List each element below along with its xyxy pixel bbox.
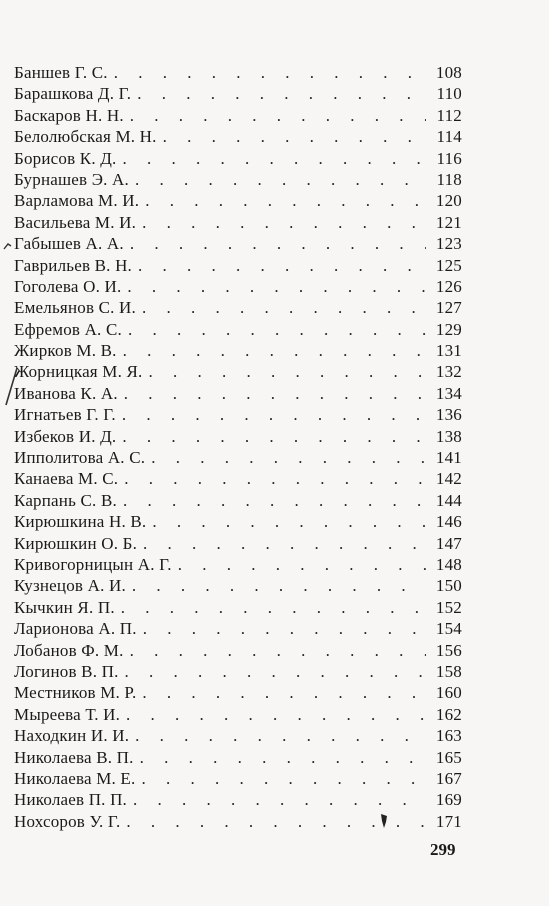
dot-leader (143, 533, 426, 554)
index-entry (14, 426, 462, 447)
dot-leader (137, 83, 426, 104)
dot-leader (122, 426, 426, 447)
entry-page-number: 156 (435, 640, 462, 660)
entry-name: Барашкова Д. Г. (14, 84, 132, 104)
entry-page-number: 108 (435, 63, 462, 82)
dot-leader (143, 618, 426, 639)
index-entry (14, 297, 462, 318)
dot-leader (135, 169, 426, 190)
dot-leader (122, 404, 426, 425)
index-entry (14, 789, 462, 810)
index-entry (14, 62, 462, 83)
dot-leader (152, 511, 426, 532)
dot-leader (133, 789, 426, 810)
index-entry (14, 768, 462, 789)
index-entry (14, 255, 462, 276)
entry-page-number: 171 (435, 811, 462, 831)
entry-name: Кирюшкина Н. В. (14, 512, 147, 532)
dot-leader (145, 190, 426, 211)
entry-name: Белолюбская М. Н. (14, 127, 157, 147)
index-entry (14, 597, 462, 618)
entry-name: Бурнашев Э. А. (14, 169, 129, 189)
entry-page-number: 163 (435, 726, 462, 746)
entry-name: Кирюшкин О. Б. (14, 533, 138, 553)
entry-page-number: 141 (435, 448, 462, 468)
index-entry (14, 148, 462, 169)
dot-leader (142, 297, 426, 318)
entry-name: Мыреева Т. И. (14, 704, 121, 724)
index-entry (14, 404, 462, 425)
dot-leader (122, 148, 426, 169)
dot-leader (121, 597, 426, 618)
ink-blot-mark (378, 812, 390, 830)
entry-name: Гаврильев В. Н. (14, 255, 132, 275)
pencil-tick-mark (2, 240, 14, 254)
dot-leader (125, 661, 426, 682)
entry-page-number: 160 (435, 683, 462, 703)
entry-name: Ефремов А. С. (14, 319, 122, 339)
entry-name: Карпань С. В. (14, 490, 117, 510)
entry-page-number: 121 (435, 212, 462, 232)
index-entry (14, 340, 462, 361)
entry-name: Ларионова А. П. (14, 619, 137, 639)
entry-name: Габышев А. А. (14, 234, 124, 254)
index-entry (14, 533, 462, 554)
entry-page-number: 144 (435, 490, 462, 510)
dot-leader (138, 255, 426, 276)
entry-page-number: 129 (435, 319, 462, 339)
entry-page-number: 136 (435, 405, 462, 425)
entry-name: Находкин И. И. (14, 726, 130, 746)
entry-name: Николаев П. П. (14, 790, 128, 810)
dot-leader (124, 468, 426, 489)
index-entry (14, 618, 462, 639)
entry-name: Лобанов Ф. М. (14, 640, 124, 660)
entry-page-number: 114 (436, 127, 462, 147)
entry-page-number: 150 (435, 576, 462, 596)
dot-leader (140, 747, 426, 768)
dot-leader (151, 447, 426, 468)
dot-leader (128, 319, 426, 340)
entry-name: Нохсоров У. Г. (14, 811, 121, 831)
dot-leader (142, 682, 426, 703)
index-entry (14, 105, 462, 126)
entry-page-number: 148 (435, 554, 462, 574)
entry-name: Ипполитова А. С. (14, 448, 146, 468)
index-entry (14, 811, 462, 832)
index-entry (14, 704, 462, 725)
index-entry (14, 747, 462, 768)
dot-leader (123, 490, 426, 511)
dot-leader (130, 105, 426, 126)
entry-name: Васильева М. И. (14, 212, 137, 232)
entry-page-number: 169 (435, 790, 462, 810)
entry-name: Канаева М. С. (14, 469, 119, 489)
index-entry (14, 212, 462, 233)
dot-leader (126, 704, 426, 725)
index-entry (14, 725, 462, 746)
entry-name: Иванова К. А. (14, 383, 118, 403)
dot-leader (130, 233, 426, 254)
dot-leader (178, 554, 426, 575)
entry-page-number: 167 (435, 768, 462, 788)
dot-leader (142, 212, 426, 233)
index-entry (14, 319, 462, 340)
entry-page-number: 165 (435, 747, 462, 767)
index-entry (14, 126, 462, 147)
entry-name: Игнатьев Г. Г. (14, 405, 116, 425)
dot-leader (132, 575, 426, 596)
entry-page-number: 116 (436, 148, 462, 168)
entry-page-number: 131 (435, 341, 462, 361)
page-number: 299 (430, 840, 456, 859)
index-entry (14, 169, 462, 190)
entry-name: Николаева М. Е. (14, 768, 136, 788)
dot-leader (141, 768, 426, 789)
index-entry (14, 361, 462, 382)
pencil-stroke-mark (3, 365, 19, 409)
dot-leader (124, 383, 426, 404)
entry-page-number: 132 (435, 362, 462, 382)
entry-page-number: 118 (436, 169, 462, 189)
entry-page-number: 134 (435, 383, 462, 403)
index-entry (14, 468, 462, 489)
entry-page-number: 112 (436, 105, 462, 125)
dot-leader (163, 126, 426, 147)
entry-name: Местников М. Р. (14, 683, 137, 703)
entry-page-number: 146 (435, 512, 462, 532)
entry-name: Емельянов С. И. (14, 298, 136, 318)
entry-name: Жорницкая М. Я. (14, 362, 143, 382)
entry-name: Гоголева О. И. (14, 276, 122, 296)
entry-page-number: 152 (435, 597, 462, 617)
entry-page-number: 123 (435, 234, 462, 254)
entry-page-number: 110 (436, 84, 462, 104)
index-entry (14, 190, 462, 211)
entry-name: Кычкин Я. П. (14, 597, 115, 617)
index-entry (14, 682, 462, 703)
entry-page-number: 125 (435, 255, 462, 275)
index-entry (14, 554, 462, 575)
entry-name: Кривогорницын А. Г. (14, 554, 172, 574)
entry-page-number: 127 (435, 298, 462, 318)
entry-page-number: 138 (435, 426, 462, 446)
index-entry (14, 447, 462, 468)
index-entry (14, 383, 462, 404)
index-entry (14, 490, 462, 511)
index-entry (14, 276, 462, 297)
entry-page-number: 120 (435, 191, 462, 211)
entry-name: Баншев Г. С. (14, 63, 108, 82)
name-index-list (14, 62, 462, 832)
entry-page-number: 154 (435, 619, 462, 639)
index-entry (14, 661, 462, 682)
entry-name: Логинов В. П. (14, 661, 119, 681)
index-entry (14, 233, 462, 254)
dot-leader (148, 361, 426, 382)
dot-leader (123, 340, 426, 361)
index-entry (14, 640, 462, 661)
entry-name: Варламова М. И. (14, 191, 140, 211)
index-entry (14, 575, 462, 596)
entry-page-number: 158 (435, 661, 462, 681)
entry-name: Борисов К. Д. (14, 148, 117, 168)
entry-page-number: 147 (435, 533, 462, 553)
dot-leader (127, 276, 426, 297)
entry-name: Кузнецов А. И. (14, 576, 126, 596)
entry-name: Баскаров Н. Н. (14, 105, 124, 125)
dot-leader (135, 725, 426, 746)
entry-name: Избеков И. Д. (14, 426, 117, 446)
index-entry (14, 83, 462, 104)
entry-name: Николаева В. П. (14, 747, 134, 767)
entry-page-number: 126 (435, 276, 462, 296)
entry-page-number: 142 (435, 469, 462, 489)
entry-page-number: 162 (435, 704, 462, 724)
index-entry (14, 511, 462, 532)
dot-leader (114, 62, 426, 83)
entry-name: Жирков М. В. (14, 341, 117, 361)
dot-leader (130, 640, 426, 661)
